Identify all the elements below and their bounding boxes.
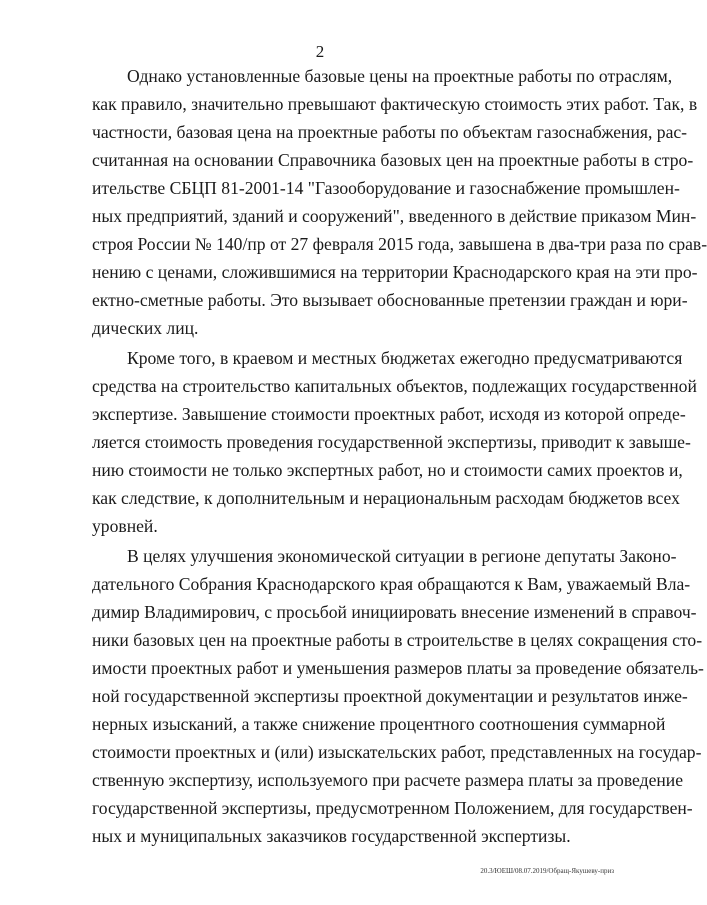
text-line: считанная на основании Справочника базовых цен на проектные работы в стро-: [92, 150, 694, 170]
document-code: 20.3/ЮЕШ/08.07.2019/Обращ-Якушеву-приз: [480, 867, 614, 875]
text-line: Однако установленные базовые цены на проектные работы по отраслям,: [127, 66, 673, 86]
text-line: дических лиц.: [92, 318, 199, 338]
text-line: средства на строительство капитальных объектов, подлежащих государственной: [92, 376, 697, 396]
text-line: Кроме того, в краевом и местных бюджетах ежегодно предусматриваются: [127, 348, 683, 368]
text-line: В целях улучшения экономической ситуации в регионе депутаты Законо-: [127, 546, 677, 566]
text-line: нерных изысканий, а также снижение процентного соотношения суммарной: [92, 714, 666, 734]
text-line: ных предприятий, зданий и сооружений", введенного в действие приказом Мин-: [92, 206, 697, 226]
text-line: димир Владимирович, с просьбой инициировать внесение изменений в справоч-: [92, 602, 697, 622]
text-line: имости проектных работ и уменьшения размеров платы за проведение обязатель-: [92, 658, 704, 678]
page-number: 2: [315, 42, 325, 61]
text-line: ляется стоимость проведения государственной экспертизы, приводит к завыше-: [92, 432, 691, 452]
text-line: стоимости проектных и (или) изыскательских работ, представленных на государ-: [92, 742, 702, 762]
text-line: ной государственной экспертизы проектной документации и результатов инже-: [92, 686, 688, 706]
text-line: ительстве СБЦП 81-2001-14 "Газооборудование и газоснабжение промышлен-: [92, 178, 680, 198]
text-line: государственной экспертизы, предусмотренном Положением, для государствен-: [92, 798, 693, 818]
text-line: ственную экспертизу, используемого при расчете размера платы за проведение: [92, 770, 684, 790]
text-line: ных и муниципальных заказчиков государственной экспертизы.: [92, 826, 571, 846]
text-line: дательного Собрания Краснодарского края обращаются к Вам, уважаемый Вла-: [92, 574, 691, 594]
text-line: как следствие, к дополнительным и нерациональным расходам бюджетов всех: [92, 488, 680, 508]
text-line: ектно-сметные работы. Это вызывает обоснованные претензии граждан и юри-: [92, 290, 688, 310]
text-line: ники базовых цен на проектные работы в строительстве в целях сокращения сто-: [92, 630, 703, 650]
text-line: как правило, значительно превышают фактическую стоимость этих работ. Так, в: [92, 94, 698, 114]
text-line: нению с ценами, сложившимися на территории Краснодарского края на эти про-: [92, 262, 698, 282]
text-line: строя России № 140/пр от 27 февраля 2015 года, завышена в два-три раза по срав-: [92, 234, 707, 254]
text-line: уровней.: [92, 516, 158, 536]
text-line: экспертизе. Завышение стоимости проектных работ, исходя из которой опреде-: [92, 404, 686, 424]
text-line: нию стоимости не только экспертных работ, но и стоимости самих проектов и,: [92, 460, 683, 480]
text-line: частности, базовая цена на проектные работы по объектам газоснабжения, рас-: [92, 122, 688, 142]
